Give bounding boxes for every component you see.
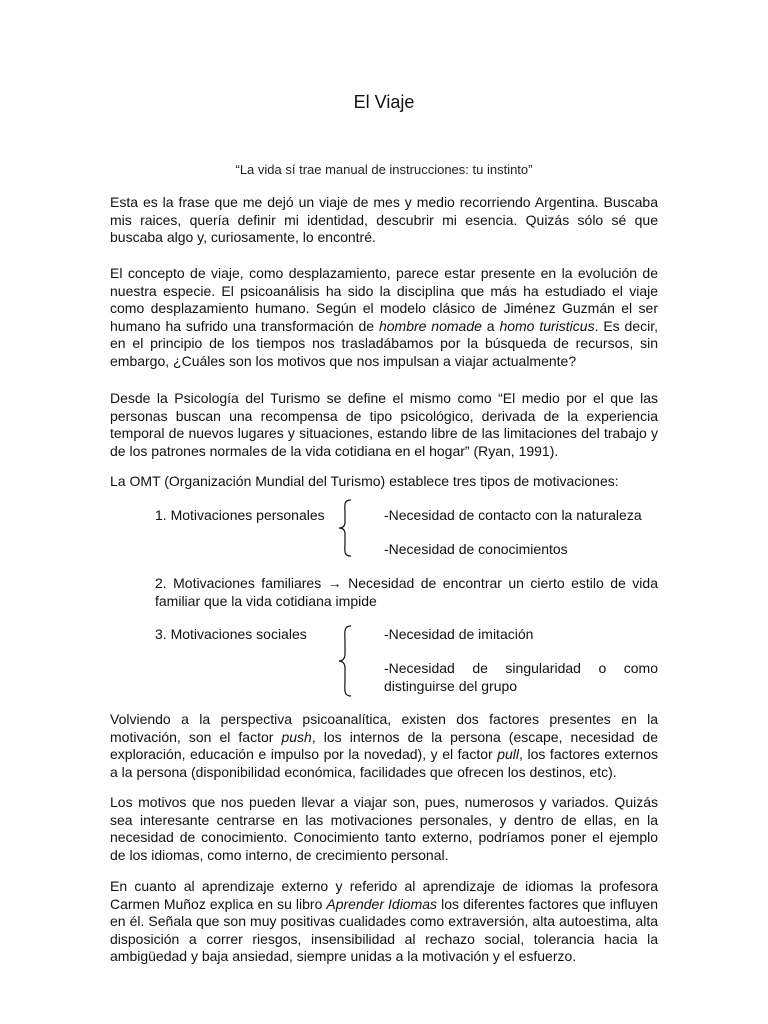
motivation-2: 2. Motivaciones familiares → Necesidad de encontrar un cierto estilo de vida familiar que la vida cotidiana impide xyxy=(155,575,658,609)
page-title: El Viaje xyxy=(353,92,415,112)
motivation-3-need-1: -Necesidad de imitación xyxy=(384,626,534,642)
paragraph-4: La OMT (Organización Mundial del Turismo) establece tres tipos de motivaciones: xyxy=(110,473,619,489)
paragraph-5: Volviendo a la perspectiva psicoanalítica, existen dos factores presentes en la motivación, son el factor push, los internos de la persona (escape, necesidad de exploración, educación e impulso por la novedad), y el factor pull, los factores externos a la persona (disponibilidad económica, facilidades que ofrecen los destinos, etc). xyxy=(110,711,658,780)
paragraph-3: Desde la Psicología del Turismo se define el mismo como “El medio por el que las personas buscan una recompensa de tipo psicológico, derivada de la experiencia temporal de nuevos lugares y situaciones, estando libre de las limitaciones del trabajo y de los patrones normales de la vida cotidiana en el hogar” (Ryan, 1991). xyxy=(110,390,658,459)
motivation-1-need-2: -Necesidad de conocimientos xyxy=(384,541,568,557)
motivation-1-need-1: -Necesidad de contacto con la naturaleza xyxy=(384,507,642,523)
brace-icon xyxy=(337,624,357,698)
epigraph: “La vida sí trae manual de instrucciones: tu instinto” xyxy=(235,162,533,177)
motivation-3-label: 3. Motivaciones sociales xyxy=(155,626,307,642)
paragraph-6: Los motivos que nos pueden llevar a viajar son, pues, numerosos y variados. Quizás sea interesante centrarse en las motivaciones personales, y dentro de ellas, en la necesidad de conocimiento. Conocimiento tanto externo, podríamos poner el ejemplo de los idiomas, como interno, de crecimiento personal. xyxy=(110,794,658,863)
motivation-3-need-2: -Necesidad de singularidad o como distinguirse del grupo xyxy=(384,660,658,694)
paragraph-1: Esta es la frase que me dejó un viaje de mes y medio recorriendo Argentina. Buscaba mis raices, quería definir mi identidad, descubrir mi esencia. Quizás sólo sé que buscaba algo y, curiosamente, lo encontré. xyxy=(110,194,658,245)
brace-icon xyxy=(337,498,357,558)
paragraph-2: El concepto de viaje, como desplazamiento, parece estar presente en la evolución de nuestra especie. El psicoanálisis ha sido la disciplina que más ha estudiado el viaje como desplazamiento humano. Según el modelo clásico de Jiménez Guzmán el ser humano ha sufrido una transformación de hombre nomade a homo turisticus. Es decir, en el principio de los tiempos nos trasladábamos por la búsqueda de recursos, sin embargo, ¿Cuáles son los motivos que nos impulsan a viajar actualmente? xyxy=(110,265,659,369)
paragraph-7: En cuanto al aprendizaje externo y referido al aprendizaje de idiomas la profesora Carmen Muñoz explica en su libro Aprender Idiomas los diferentes factores que influyen en él. Señala que son muy positivas cualidades como extraversión, alta autoestima, alta disposición a correr riesgos, insensibilidad al rechazo social, tolerancia hacia la ambigüedad y baja ansiedad, siempre unidas a la motivación y el esfuerzo. xyxy=(110,878,658,964)
motivation-1-label: 1. Motivaciones personales xyxy=(155,507,325,523)
